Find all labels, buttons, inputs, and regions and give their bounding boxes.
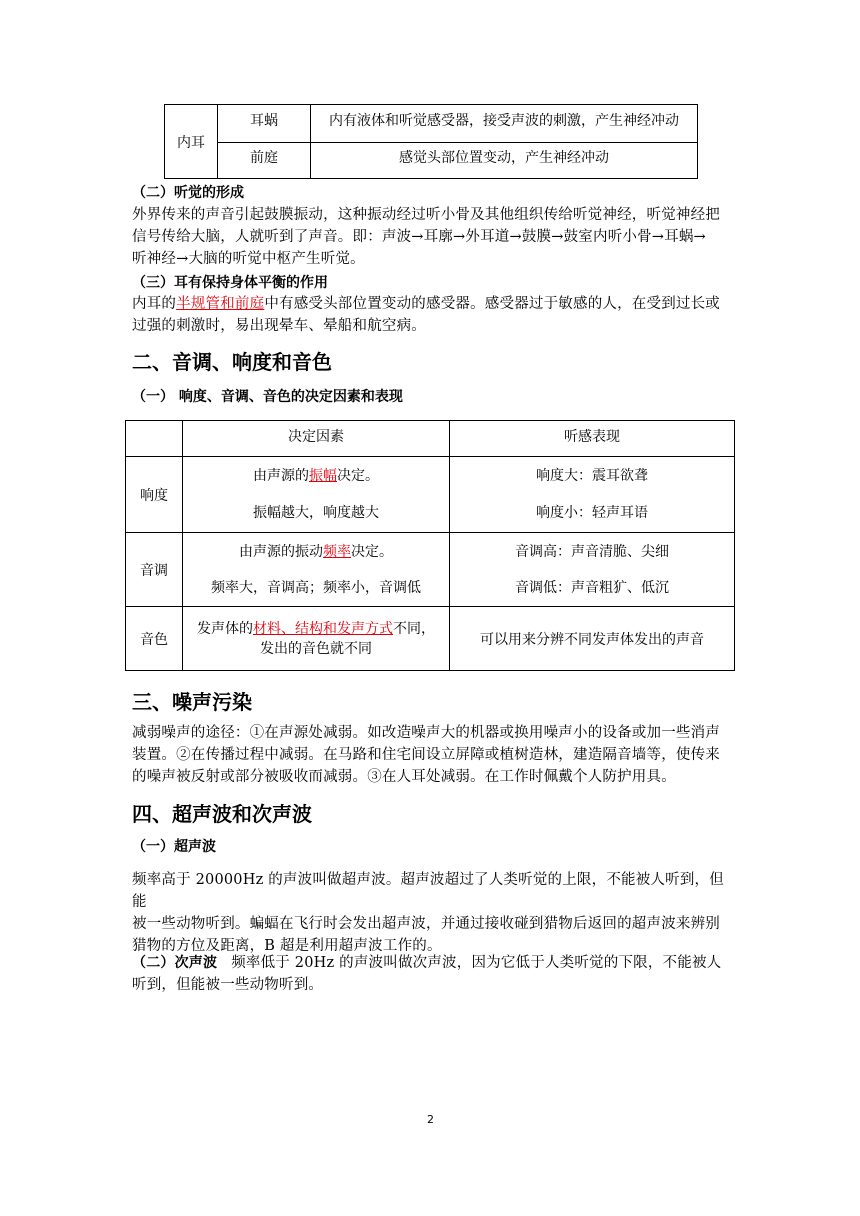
text-line xyxy=(132,952,732,974)
row-label: 音色 xyxy=(126,607,183,671)
cause-cell xyxy=(183,457,450,533)
text-span: 中有感受头部位置变动的感受器。感受器过于敏感的人，在受到过长或 xyxy=(264,296,721,312)
cause-cell xyxy=(183,607,450,671)
text-span: 由声源的振动 xyxy=(239,543,323,560)
text-line: 频率高于 20000Hz 的声波叫做超声波。超声波超过了人类听觉的上限，不能被人听到，但能 xyxy=(132,872,724,910)
header-cell: 决定因素 xyxy=(183,421,450,457)
subsection-heading: （一） 响度、音调、音色的决定因素和表现 xyxy=(132,389,403,405)
text-line: 减弱噪声的途径：①在声源处减弱。如改造噪声大的机器或换用噪声小的设备或加一些消声 xyxy=(132,725,720,741)
row-label: 响度 xyxy=(126,457,183,533)
cochlea-desc: 内有液体和听觉感受器，接受声波的刺激，产生神经冲动 xyxy=(311,105,698,143)
hearing-formation-text xyxy=(132,204,732,270)
cell-line xyxy=(183,542,449,562)
cell-line: 音调高：声音清脆、尖细 xyxy=(515,543,669,560)
text-line: 听神经→大脑的听觉中枢产生听觉。 xyxy=(132,251,365,267)
text-span: 发声体的 xyxy=(197,620,253,637)
hearing-formation-heading: （二）听觉的形成 xyxy=(132,185,244,201)
text-line xyxy=(132,293,732,315)
cochlea-label: 耳蜗 xyxy=(218,105,311,143)
noise-text xyxy=(132,722,732,788)
cell-line xyxy=(183,466,449,486)
text-span: 决定。 xyxy=(351,543,393,560)
highlight-term: 频率 xyxy=(323,543,351,560)
balance-heading: （三）耳有保持身体平衡的作用 xyxy=(132,275,328,291)
cell-line: 振幅越大，响度越大 xyxy=(253,505,379,521)
cell-line: 发出的音色就不同 xyxy=(260,640,372,657)
inner-ear-table xyxy=(164,104,698,179)
text-line: 猎物的方位及距离，B 超是利用超声波工作的。 xyxy=(132,938,442,954)
text-line: 外界传来的声音引起鼓膜振动，这种振动经过听小骨及其他组织传给听觉神经，听觉神经把 xyxy=(132,207,720,223)
text-span: 不同， xyxy=(393,620,435,637)
highlight-term: 半规管和前庭 xyxy=(176,296,265,312)
text-span: 内耳的 xyxy=(132,296,177,312)
text-line: 被一些动物听到。蝙蝠在飞行时会发出超声波，并通过接收碰到猎物后返回的超声波来辨别 xyxy=(132,916,720,932)
row-label: 音调 xyxy=(126,533,183,607)
vestibule-label: 前庭 xyxy=(218,143,311,179)
perception-cell xyxy=(450,457,735,533)
cell-line: 响度大：震耳欲聋 xyxy=(536,468,648,484)
vestibule-desc: 感觉头部位置变动，产生神经冲动 xyxy=(311,143,698,179)
perception-cell xyxy=(450,533,735,607)
perception-cell: 可以用来分辨不同发声体发出的声音 xyxy=(450,607,735,671)
header-cell xyxy=(126,421,183,457)
infrasound-text xyxy=(132,952,732,996)
section-heading: 四、超声波和次声波 xyxy=(132,802,312,826)
subsection-heading: （一）超声波 xyxy=(132,839,216,855)
text-line: 信号传给大脑，人就听到了声音。即：声波→耳廓→外耳道→鼓膜→鼓室内听小骨→耳蜗→ xyxy=(132,229,706,245)
text-span: 频率低于 20Hz 的声波叫做次声波，因为它低于人类听觉的下限，不能被人 xyxy=(231,955,722,971)
text-span: 由声源的 xyxy=(253,468,309,484)
section-heading: 三、噪声污染 xyxy=(132,690,252,714)
header-cell: 听感表现 xyxy=(450,421,735,457)
sound-properties-table xyxy=(125,420,735,671)
cell-line: 响度小：轻声耳语 xyxy=(536,505,648,521)
text-line: 听到，但能被一些动物听到。 xyxy=(132,977,324,993)
inner-ear-label: 内耳 xyxy=(165,105,218,179)
subsection-heading: （二）次声波 xyxy=(132,955,218,971)
ultrasound-text xyxy=(132,869,732,957)
text-line: 的噪声被反射或部分被吸收而减弱。③在人耳处减弱。在工作时佩戴个人防护用具。 xyxy=(132,769,676,785)
highlight-term: 材料、结构和发声方式 xyxy=(253,620,393,637)
cause-cell xyxy=(183,533,450,607)
text-span: 决定。 xyxy=(337,468,379,484)
section-heading: 二、音调、响度和音色 xyxy=(132,350,332,374)
balance-text xyxy=(132,293,732,337)
cell-line: 音调低：声音粗犷、低沉 xyxy=(515,579,669,596)
text-line: 过强的刺激时，易出现晕车、晕船和航空病。 xyxy=(132,318,426,334)
text-line: 装置。②在传播过程中减弱。在马路和住宅间设立屏障或植树造林，建造隔音墙等，使传来 xyxy=(132,747,720,763)
cell-line xyxy=(183,619,449,639)
cell-line: 频率大，音调高；频率小，音调低 xyxy=(211,579,421,596)
page-number: 2 xyxy=(427,1113,434,1126)
highlight-term: 振幅 xyxy=(309,468,337,484)
